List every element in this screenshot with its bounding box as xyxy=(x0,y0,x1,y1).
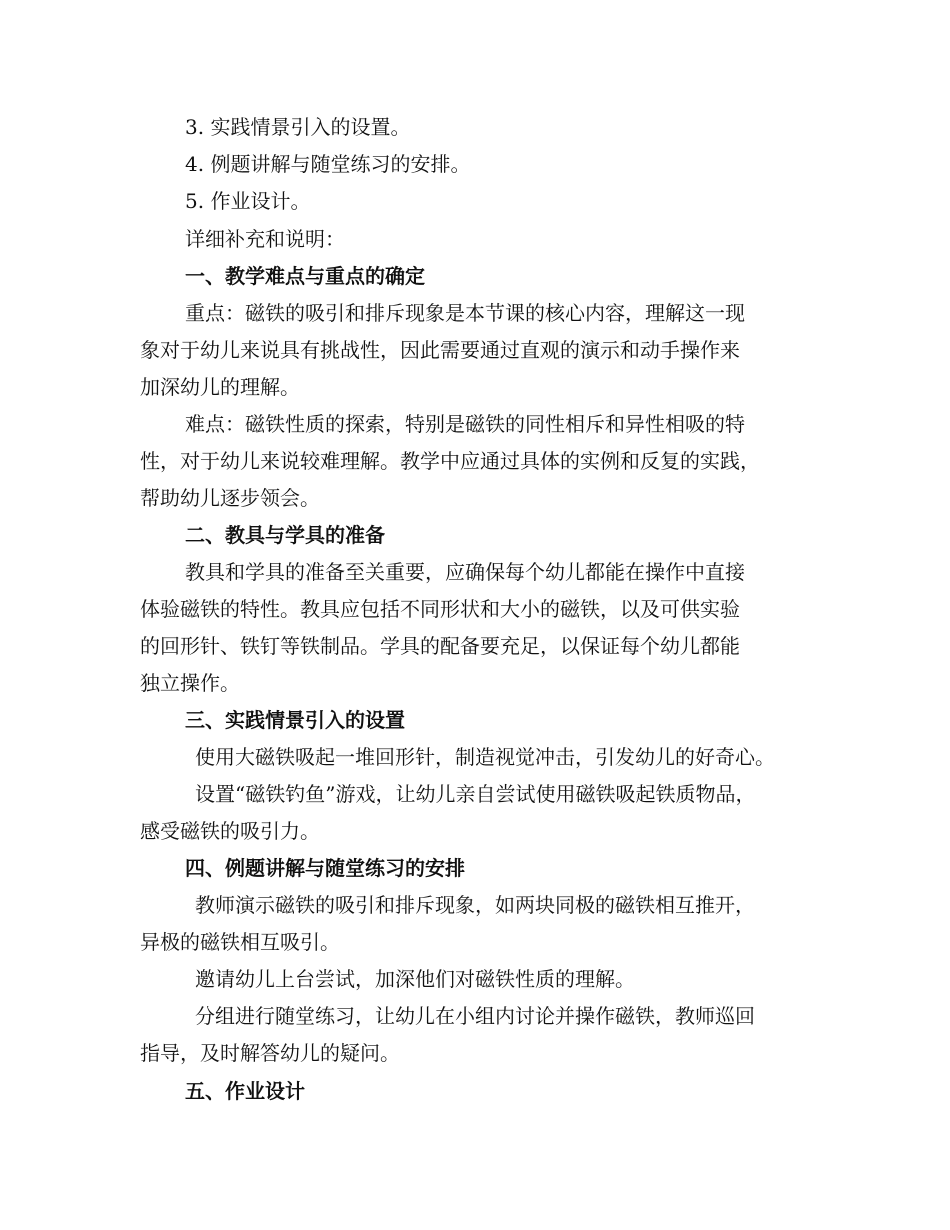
list-item-5: 5. 作业设计。 xyxy=(185,189,311,213)
section-2-paragraph-line: 独立操作。 xyxy=(140,671,240,695)
section-3-heading: 三、实践情景引入的设置 xyxy=(185,708,405,732)
section-3-paragraph-2-line: 设置“磁铁钓鱼”游戏，让幼儿亲自尝试使用磁铁吸起铁质物品， xyxy=(195,782,756,806)
section-4-paragraph-1-line: 异极的磁铁相互吸引。 xyxy=(140,930,340,954)
focus-paragraph-line: 象对于幼儿来说具有挑战性，因此需要通过直观的演示和动手操作来 xyxy=(140,338,740,362)
section-2-paragraph-line: 的回形针、铁钉等铁制品。学具的配备要充足，以保证每个幼儿都能 xyxy=(140,634,740,658)
section-3-paragraph-1: 使用大磁铁吸起一堆回形针，制造视觉冲击，引发幼儿的好奇心。 xyxy=(195,745,775,769)
section-4-paragraph-2: 邀请幼儿上台尝试，加深他们对磁铁性质的理解。 xyxy=(195,967,635,991)
difficulty-paragraph-line: 帮助幼儿逐步领会。 xyxy=(140,486,320,510)
section-4-heading: 四、例题讲解与随堂练习的安排 xyxy=(185,856,465,880)
section-4-paragraph-1-line: 教师演示磁铁的吸引和排斥现象，如两块同极的磁铁相互推开， xyxy=(195,893,755,917)
section-5-heading: 五、作业设计 xyxy=(185,1079,305,1103)
focus-paragraph-line: 加深幼儿的理解。 xyxy=(140,375,300,399)
section-1-heading: 一、教学难点与重点的确定 xyxy=(185,264,425,288)
difficulty-paragraph-line: 性，对于幼儿来说较难理解。教学中应通过具体的实例和反复的实践， xyxy=(140,449,760,473)
focus-paragraph-line: 重点：磁铁的吸引和排斥现象是本节课的核心内容，理解这一现 xyxy=(185,301,745,325)
section-4-paragraph-3-line: 指导，及时解答幼儿的疑问。 xyxy=(140,1041,400,1065)
section-4-paragraph-3-line: 分组进行随堂练习，让幼儿在小组内讨论并操作磁铁，教师巡回 xyxy=(195,1004,755,1028)
list-item-4: 4. 例题讲解与随堂练习的安排。 xyxy=(185,152,471,176)
list-item-3: 3. 实践情景引入的设置。 xyxy=(185,115,411,139)
section-2-paragraph-line: 教具和学具的准备至关重要，应确保每个幼儿都能在操作中直接 xyxy=(185,560,745,584)
section-2-paragraph-line: 体验磁铁的特性。教具应包括不同形状和大小的磁铁，以及可供实验 xyxy=(140,597,740,621)
difficulty-paragraph-line: 难点：磁铁性质的探索，特别是磁铁的同性相斥和异性相吸的特 xyxy=(185,412,745,436)
section-3-paragraph-2-line: 感受磁铁的吸引力。 xyxy=(140,819,320,843)
intro-label: 详细补充和说明： xyxy=(185,227,345,251)
section-2-heading: 二、教具与学具的准备 xyxy=(185,523,385,547)
